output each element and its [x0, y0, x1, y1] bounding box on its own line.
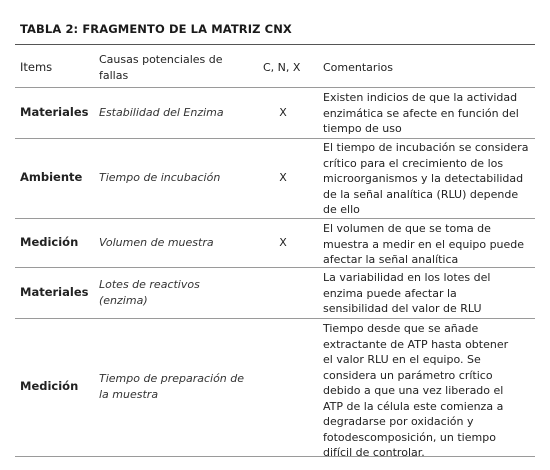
row-5-item: Medición [20, 379, 79, 393]
row-3-cnx: X [279, 236, 287, 249]
row-2-item: Ambiente [20, 170, 83, 184]
table-bottom-rule [15, 456, 535, 457]
row-1-item: Materiales [20, 105, 89, 119]
row-3-cause: Volumen de muestra [99, 236, 214, 249]
row-2-comment: El tiempo de incubación se considera crítico para el crecimiento de los microorganismos y la detectabilidad de la señal analítica (RLU) depende de ello [323, 141, 529, 216]
table-title: TABLA 2: FRAGMENTO DE LA MATRIZ CNX [20, 22, 292, 36]
table-top-rule [15, 44, 535, 45]
header-items: Items [20, 60, 53, 74]
row-4-comment: La variabilidad en los lotes del enzima puede afectar la sensibilidad del valor de RLU [323, 271, 491, 315]
row-1-cnx: X [279, 106, 287, 119]
header-causes: Causas potenciales de fallas [99, 53, 223, 82]
row-3-comment: El volumen de que se toma de muestra a medir en el equipo puede afectar la señal analítica [323, 222, 525, 266]
row-4-item: Materiales [20, 285, 89, 299]
row-2-cnx: X [279, 171, 287, 184]
header-cnx: C, N, X [263, 61, 301, 74]
row-3-bottom-rule [15, 267, 535, 268]
row-2-cause: Tiempo de incubación [99, 171, 221, 184]
row-1-bottom-rule [15, 138, 535, 139]
header-bottom-rule [15, 87, 535, 88]
row-5-cause: Tiempo de preparación de la muestra [99, 372, 245, 401]
row-2-bottom-rule [15, 218, 535, 219]
row-3-item: Medición [20, 235, 79, 249]
row-4-cause: Lotes de reactivos (enzima) [99, 278, 200, 307]
row-4-bottom-rule [15, 318, 535, 319]
row-1-comment: Existen indicios de que la actividad enzimática se afecte en función del tiempo de uso [323, 91, 519, 135]
row-1-cause: Estabilidad del Enzima [99, 106, 224, 119]
header-comments: Comentarios [323, 61, 393, 74]
row-5-comment: Tiempo desde que se añade extractante de ATP hasta obtener el valor RLU en el equipo. Se considera un parámetro crítico debido a que una vez liberado el ATP de la célula este comienza a degradarse por oxidación y fotodescomposición, un tiempo difícil de controlar. [323, 322, 509, 459]
